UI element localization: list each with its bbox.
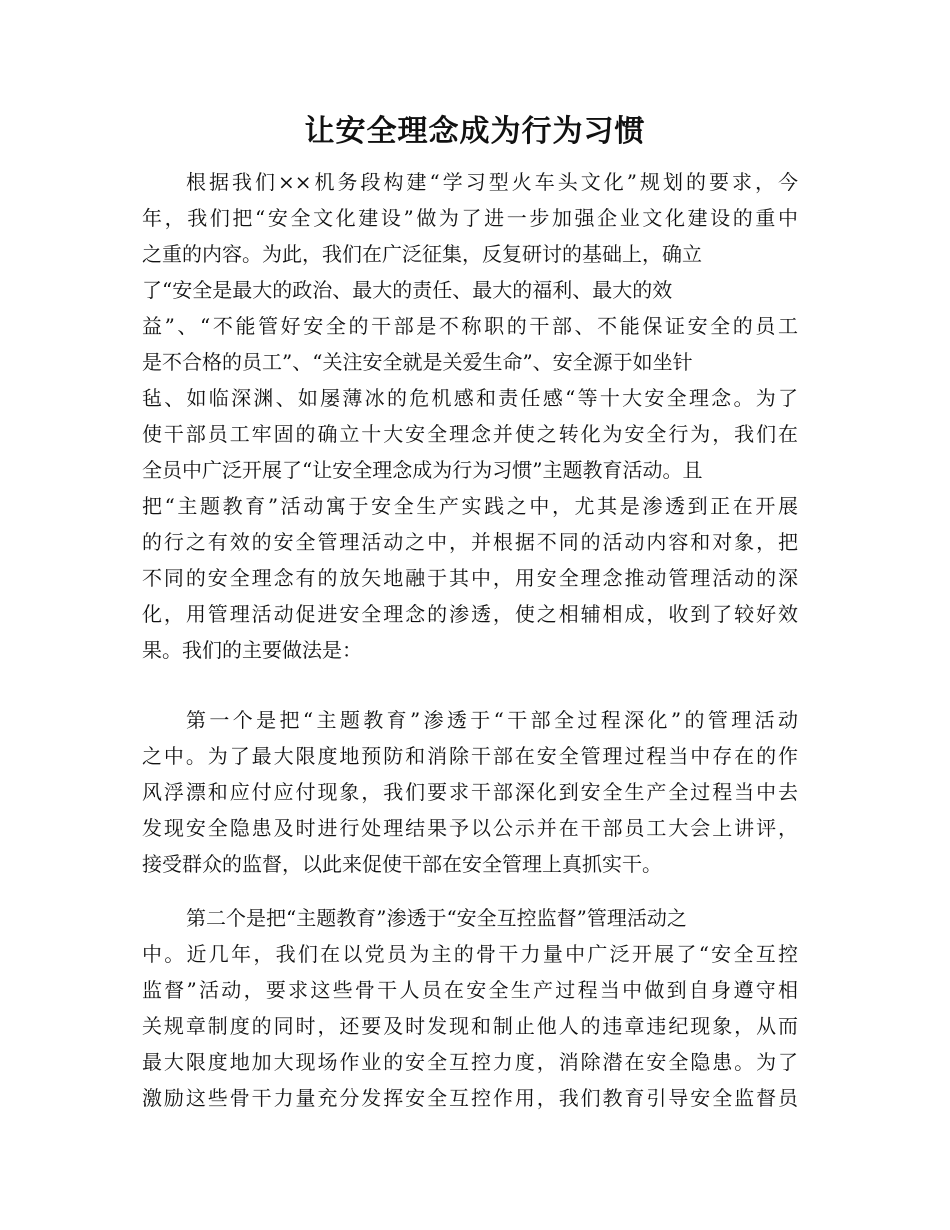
text-line: 之重的内容。为此，我们在广泛征集，反复研讨的基础上，确立	[142, 242, 702, 266]
text-line: 发现安全隐患及时进行处理结果予以公示并在干部员工大会上讲评，	[142, 816, 798, 840]
text-line: 不同的安全理念有的放矢地融于其中，用安全理念推动管理活动的深	[142, 566, 798, 590]
text-line: 监督”活动，要求这些骨干人员在安全生产过程当中做到自身遵守相	[142, 978, 798, 1002]
text-line: 了“安全是最大的政治、最大的责任、最大的福利、最大的效	[142, 278, 673, 302]
text-line: 之中。为了最大限度地预防和消除干部在安全管理过程当中存在的作	[142, 744, 798, 768]
paragraph-first-measure	[142, 702, 798, 882]
text-line: 全员中广泛开展了“让安全理念成为行为习惯”主题教育活动。且	[142, 458, 703, 482]
paragraph-second-measure	[142, 900, 798, 1116]
text-line: 风浮漂和应付应付现象，我们要求干部深化到安全生产全过程当中去	[142, 780, 798, 804]
text-line: 最大限度地加大现场作业的安全互控力度，消除潜在安全隐患。为了	[142, 1050, 798, 1074]
text-line: 把“主题教育”活动寓于安全生产实践之中，尤其是渗透到正在开展	[142, 494, 798, 518]
text-line: 果。我们的主要做法是：	[142, 638, 362, 662]
text-line: 化，用管理活动促进安全理念的渗透，使之相辅相成，收到了较好效	[142, 602, 798, 626]
text-line: 第一个是把“主题教育”渗透于“干部全过程深化”的管理活动	[186, 708, 798, 732]
text-line: 毡、如临深渊、如屡薄冰的危机感和责任感“等十大安全理念。为了	[142, 386, 798, 410]
text-line: 是不合格的员工”、“关注安全就是关爱生命”、安全源于如坐针	[142, 350, 693, 374]
text-line: 益”、“不能管好安全的干部是不称职的干部、不能保证安全的员工	[142, 314, 798, 338]
text-line: 根据我们××机务段构建“学习型火车头文化”规划的要求，今	[186, 170, 798, 194]
text-line: 激励这些骨干力量充分发挥安全互控作用，我们教育引导安全监督员	[142, 1086, 798, 1110]
text-line: 使干部员工牢固的确立十大安全理念并使之转化为安全行为，我们在	[142, 422, 798, 446]
text-line: 关规章制度的同时，还要及时发现和制止他人的违章违纪现象，从而	[142, 1014, 798, 1038]
paragraph-intro	[142, 164, 798, 668]
document-title: 让安全理念成为行为习惯	[304, 114, 646, 149]
text-line: 第二个是把“主题教育”渗透于“安全互控监督”管理活动之	[186, 906, 687, 930]
text-line: 接受群众的监督，以此来促使干部在安全管理上真抓实干。	[142, 852, 662, 876]
text-line: 年，我们把“安全文化建设”做为了进一步加强企业文化建设的重中	[142, 206, 798, 230]
text-line: 中。近几年，我们在以党员为主的骨干力量中广泛开展了“安全互控	[142, 942, 798, 966]
text-line: 的行之有效的安全管理活动之中，并根据不同的活动内容和对象，把	[142, 530, 798, 554]
